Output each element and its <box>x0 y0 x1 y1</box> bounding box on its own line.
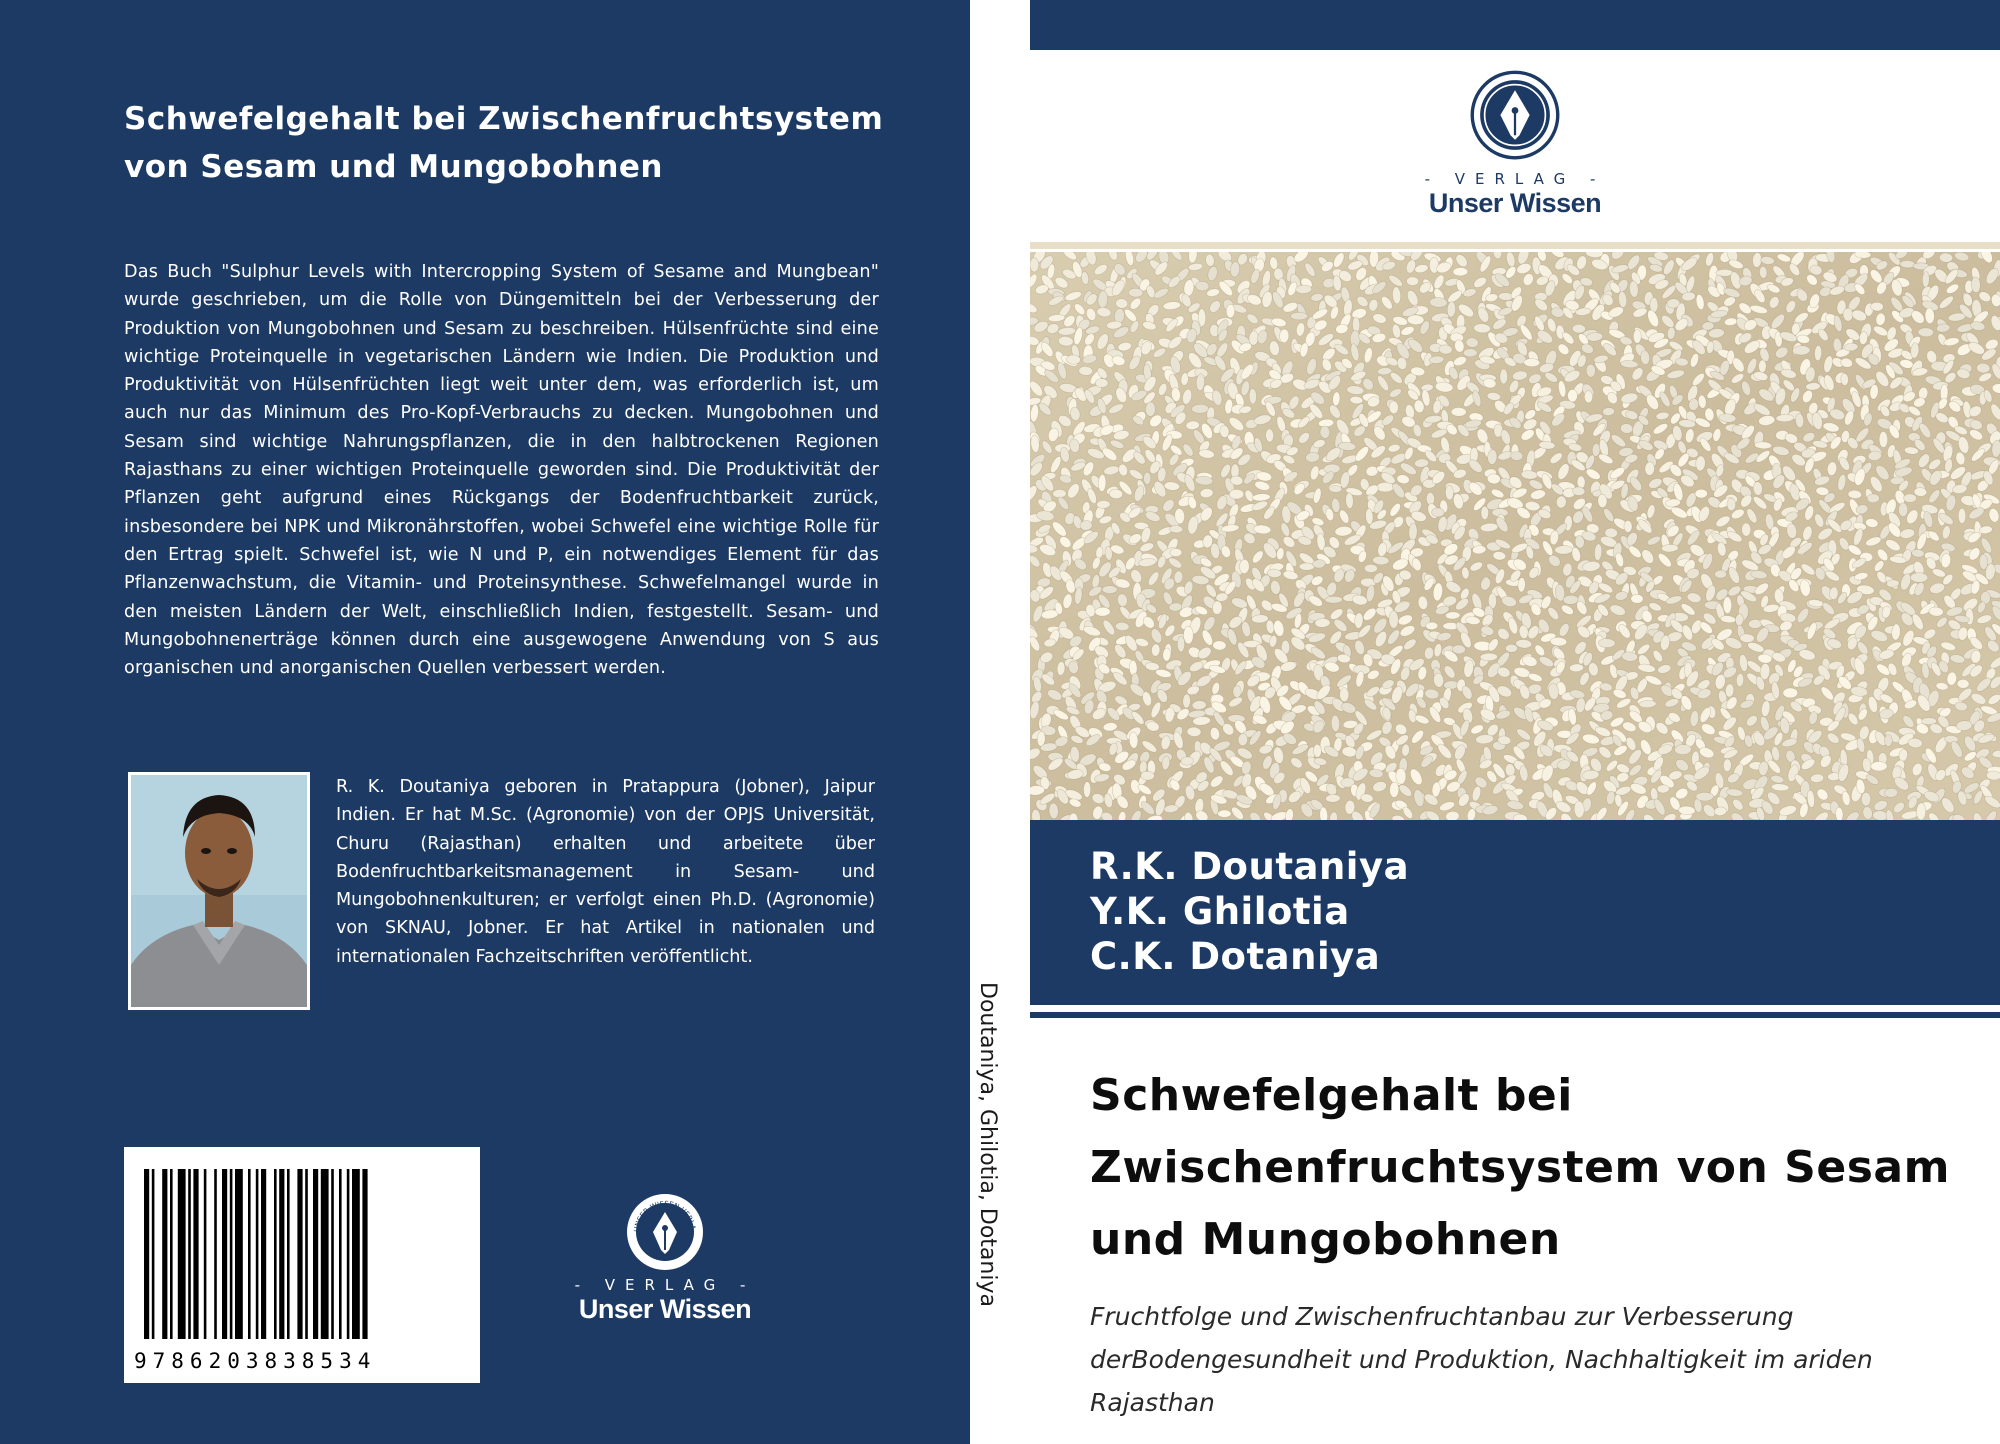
back-verlag-label: - VERLAG - <box>574 1276 756 1294</box>
isbn-digits: 9786203838534 <box>134 1349 377 1373</box>
photo-top-strip <box>1030 242 2000 249</box>
barcode-bars <box>124 1147 480 1383</box>
front-publisher-logo <box>1390 70 1640 219</box>
publisher-pen-nib-icon <box>1470 70 1560 160</box>
isbn-barcode <box>124 1147 480 1383</box>
author-portrait-image <box>131 775 307 1007</box>
author-name: C.K. Dotaniya <box>1090 935 1381 978</box>
seal-text: UNSER WISSEN VERLA <box>632 1199 697 1233</box>
front-verlag-label: - VERLAG - <box>1424 170 1606 188</box>
spine-authors: Doutaniya, Ghilotia, Dotaniya <box>975 982 1000 1307</box>
front-cover-subtitle: Fruchtfolge und Zwischenfruchtanbau zur Verbesserung derBodengesundheit und Produktion, Nachhaltigkeit im ariden Rajasthan <box>1090 1302 1873 1417</box>
publisher-seal-icon <box>625 1192 705 1272</box>
author-list <box>1090 844 1409 979</box>
author-name: R.K. Doutaniya <box>1090 845 1410 888</box>
sesame-seeds-image <box>1030 252 2000 820</box>
back-cover-blurb: Das Buch "Sulphur Levels with Intercropping System of Sesame and Mungbean" wurde geschrieben, um die Rolle von Düngemitteln bei der Verbesserung der Produktion von Mungobohnen und Sesam zu beschreiben. Hülsenfrüchte sind eine wichtige Proteinquelle in vegetarischen Ländern wie Indien. Die Produktion und Produktivität von Hülsenfrüchten liegt weit unter dem, was erforderlich ist, um auch nur das Minimum des Pro-Kopf-Verbrauchs zu decken. Mungobohnen und Sesam sind wichtige Nahrungspflanzen, die in den halbtrockenen Regionen Rajasthans zu einer wichtigen Proteinquelle geworden sind. Die Produktivität der Pflanzen geht aufgrund eines Rückgangs der Bodenfruchtbarkeit zurück, insbesondere bei NPK und Mikronährstoffen, wobei Schwefel eine wichtige Rolle für den Ertrag spielt. Schwefel ist, wie N und P, ein notwendiges Element für das Pflanzenwachstum, die Vitamin- und Proteinsynthese. Schwefelmangel wurde in den meisten Ländern der Welt, einschließlich Indien, festgestellt. Sesam- und Mungobohnenerträge können durch eine ausgewogene Anwendung von S aus organischen und anorganischen Quellen verbessert werden. <box>124 262 879 679</box>
author-bio: R. K. Doutaniya geboren in Pratappura (Jobner), Jaipur Indien. Er hat M.Sc. (Agronomie) von der OPJS Universität, Churu (Rajasthan) erhalten und arbeitete über Bodenfruchtbarkeitsmanagement in Sesam- und Mungobohnenkulturen; er verfolgt einen Ph.D. (Agronomie) von SKNAU, Jobner. Er hat Artikel in nationalen und internationalen Fachzeitschriften veröffentlicht. <box>336 777 875 967</box>
sesame-seeds-photo <box>1030 252 2000 820</box>
divider-line <box>1030 1012 2000 1018</box>
back-cover-title: Schwefelgehalt bei Zwischenfruchtsystem von Sesam und Mungobohnen <box>124 101 884 185</box>
back-brand-name: Unser Wissen <box>578 1294 752 1324</box>
front-top-bar <box>1030 0 2000 50</box>
back-publisher-logo <box>560 1192 770 1325</box>
author-name: Y.K. Ghilotia <box>1090 890 1350 933</box>
author-band <box>1030 820 2000 1005</box>
front-brand-name: Unser Wissen <box>1428 188 1602 218</box>
back-cover <box>0 0 970 1444</box>
front-cover <box>1030 0 2000 1444</box>
front-cover-title: Schwefelgehalt bei Zwischenfruchtsystem von Sesam und Mungobohnen <box>1090 1070 1950 1265</box>
author-photo <box>128 772 310 1010</box>
